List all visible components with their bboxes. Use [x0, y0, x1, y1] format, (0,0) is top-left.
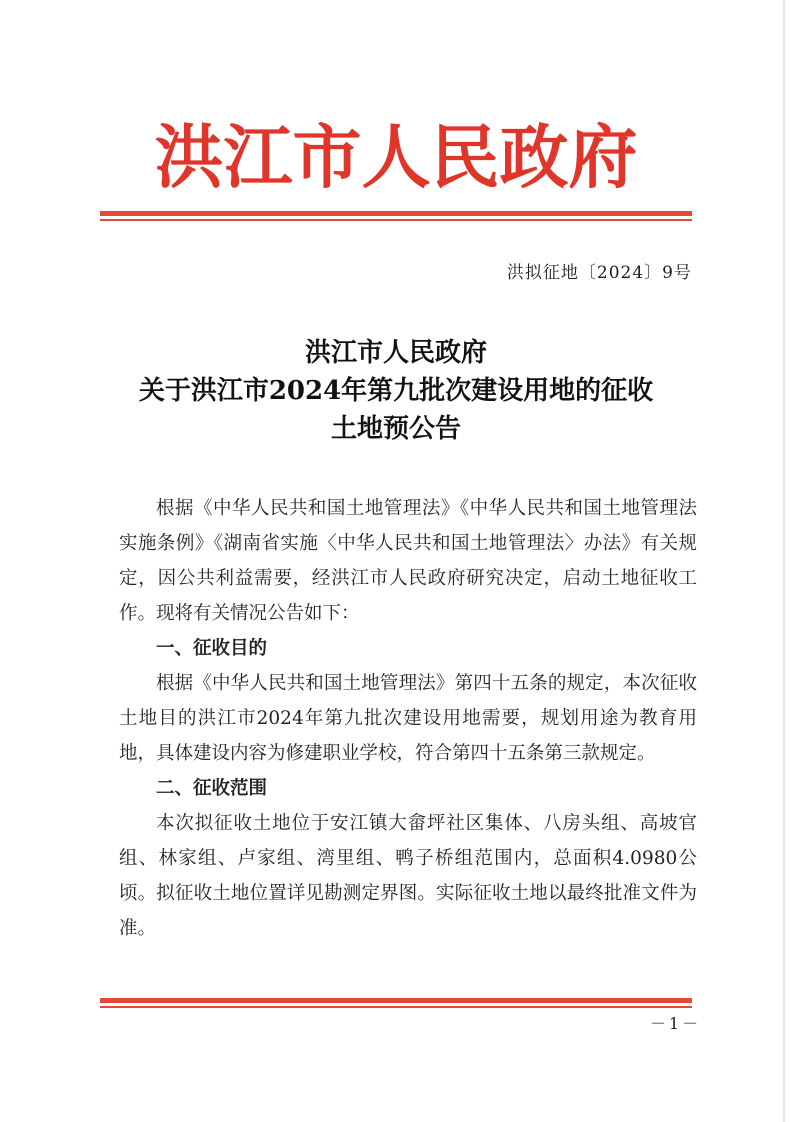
- section-1-heading: 一、征收目的: [156, 638, 268, 659]
- document-title: [100, 334, 692, 448]
- masthead-rule-thin: [100, 219, 692, 221]
- footer-rule-thick: [100, 998, 692, 1003]
- title-line-1: 洪江市人民政府: [304, 338, 487, 368]
- document-number: 洪拟征地〔2024〕9号: [506, 263, 692, 283]
- title-line-2: 关于洪江市2024年第九批次建设用地的征收: [138, 376, 654, 406]
- section-2-heading: 二、征收范围: [156, 778, 268, 799]
- page-number: －1－: [650, 1014, 702, 1033]
- section-2-paragraph: 本次拟征收土地位于安江镇大畲坪社区集体、八房头组、高坡官组、林家组、卢家组、湾里组、鸭子桥组范围内，总面积4.0980公顷。拟征收土地位置详见勘测定界图。实际征收土地以最终批准文件为准。: [119, 813, 697, 939]
- masthead-title: 洪江市人民政府: [154, 117, 638, 198]
- masthead-rule-thick: [100, 211, 692, 216]
- footer-rule-thin: [100, 1006, 692, 1008]
- section-1-paragraph: 根据《中华人民共和国土地管理法》第四十五条的规定，本次征收土地目的洪江市2024年第九批次建设用地需要，规划用途为教育用地，具体建设内容为修建职业学校，符合第四十五条第三款规定。: [119, 673, 697, 764]
- intro-paragraph: 根据《中华人民共和国土地管理法》《中华人民共和国土地管理法实施条例》《湖南省实施〈中华人民共和国土地管理法〉办法》有关规定，因公共利益需要，经洪江市人民政府研究决定，启动土地征收工作。现将有关情况公告如下：: [119, 498, 697, 624]
- scan-page-edge: [783, 0, 785, 1122]
- document-body: [119, 491, 697, 946]
- title-line-3: 土地预公告: [330, 414, 461, 444]
